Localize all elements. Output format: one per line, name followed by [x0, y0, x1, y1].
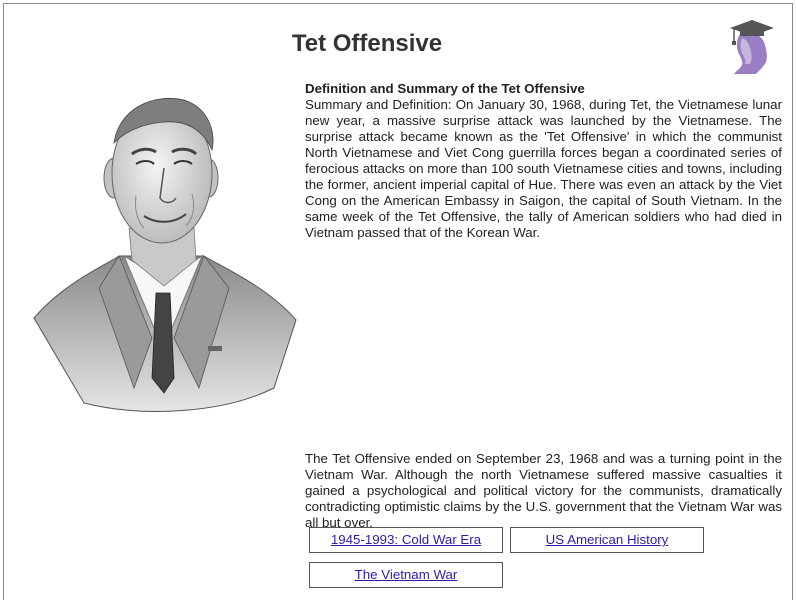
president-portrait-sketch	[24, 88, 302, 418]
nav-box-cold-war	[309, 527, 503, 553]
conclusion-paragraph: The Tet Offensive ended on September 23, 1968 and was a turning point in the Vietnam War. Although the north Vietnamese suffered massive casualties it gained a psychological and political victory for the communists, dramatically contradicting optimistic claims by the U.S. government that the Vietnam War was all but over.	[305, 451, 782, 530]
graduate-silhouette-icon	[726, 18, 776, 76]
section-heading: Definition and Summary of the Tet Offensive	[305, 81, 585, 96]
nav-link-cold-war[interactable]: 1945-1993: Cold War Era	[330, 532, 482, 547]
nav-link-us-history[interactable]: US American History	[545, 532, 669, 547]
nav-box-vietnam-war	[309, 562, 503, 588]
nav-box-us-history	[510, 527, 704, 553]
summary-paragraph: Summary and Definition: On January 30, 1968, during Tet, the Vietnamese lunar new year, a massive surprise attack was launched by the Vietnamese. The surprise attack became known as the 'Tet Offensive' in which the communist North Vietnamese and Viet Cong guerrilla forces began a coordinated series of ferocious attacks on more than 100 south Vietnamese cities and towns, including the former, ancient imperial capital of Hue. There was even an attack by the Viet Cong on the American Embassy in Saigon, the capital of South Vietnam. In the same week of the Tet Offensive, the tally of American soldiers who had died in Vietnam passed that of the Korean War.	[305, 97, 782, 240]
page-title: Tet Offensive	[291, 30, 443, 57]
nav-link-vietnam-war[interactable]: The Vietnam War	[354, 567, 458, 582]
summary-section	[305, 81, 782, 241]
